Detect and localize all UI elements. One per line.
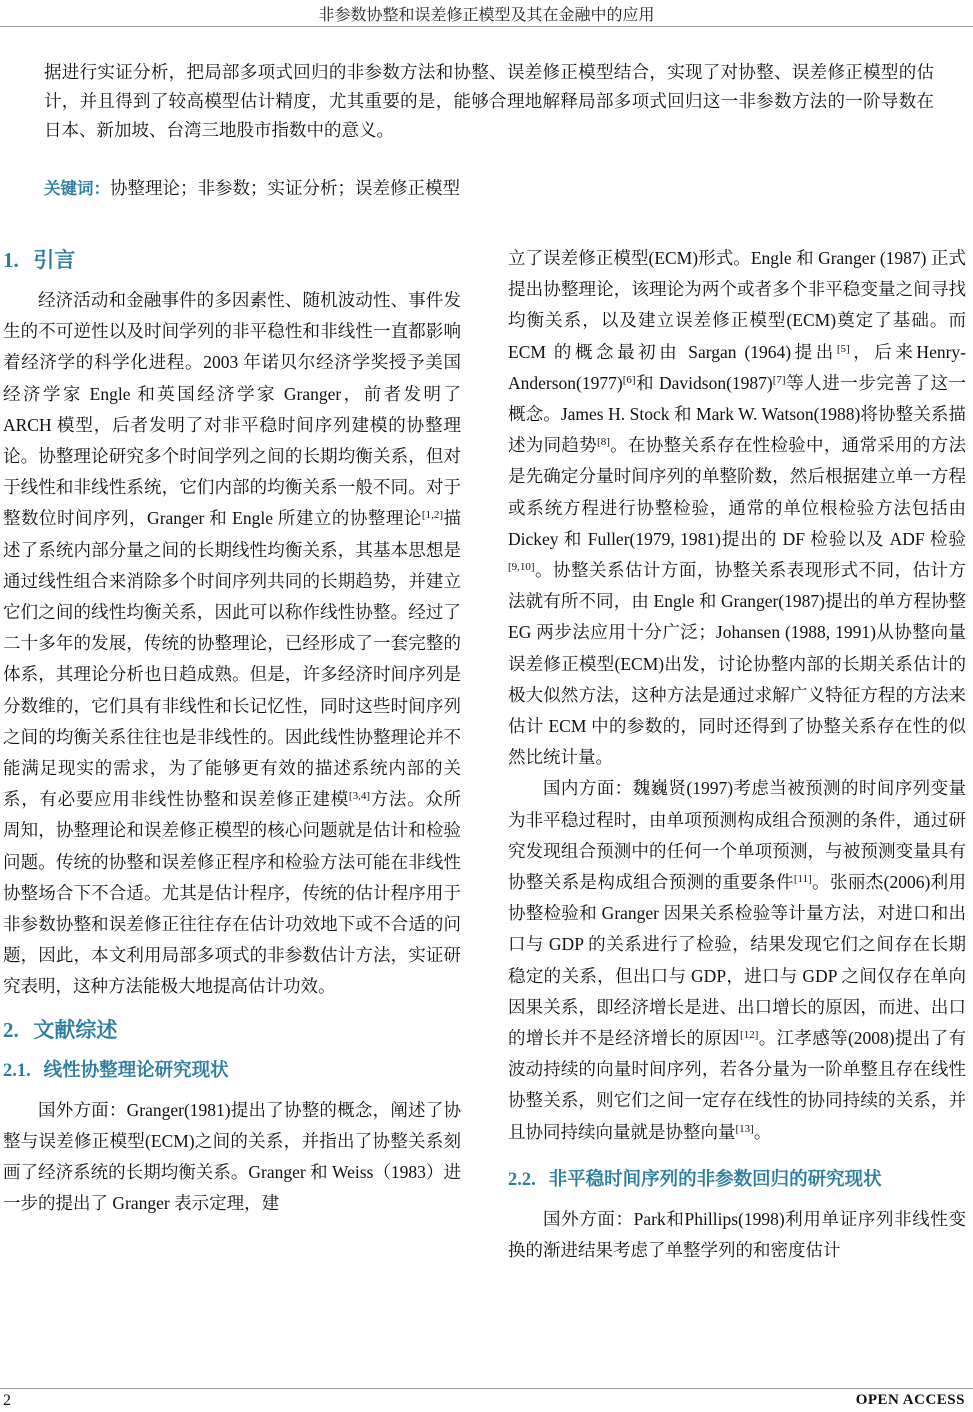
paragraph	[3, 285, 461, 1003]
citation[interactable]: [13]	[735, 1122, 754, 1135]
section-heading-introduction	[3, 243, 461, 277]
citation[interactable]: [5]	[836, 342, 850, 355]
section-number: 2.	[3, 1017, 19, 1042]
left-column	[3, 243, 461, 1219]
text-run: 。江孝感等(2008)提出了有波动持续的向量时间序列，若各分量为一阶单整且存在线性协整关系，则它们之间一定存在线性的协同持续的关系，并且协同持续向量就是协整向量	[508, 1028, 966, 1142]
keywords-label: 关键词：	[44, 179, 110, 198]
paragraph	[508, 243, 966, 773]
citation[interactable]: [1,2]	[421, 509, 443, 522]
text-run: ，后来Henry-Anderson(1977)	[508, 341, 966, 393]
right-column	[508, 243, 966, 1266]
keywords-text: 协整理论；非参数；实证分析；误差修正模型	[110, 178, 460, 198]
subsection-number: 2.1.	[3, 1060, 31, 1081]
text-run: 描述了系统内部分量之间的长期线性均衡关系，其基本思想是通过线性组合来消除多个时间序列共同的长期趋势，并建立它们之间的线性均衡关系，因此可以称作线性协整。经过了二十多年的发展，传统的协整理论，已经形成了一套完整的体系，其理论分析也日趋成熟。但是，许多经济时间序列是分数维的，它们具有非线性和长记忆性，同时这些时间序列之间的均衡关系往往也是非线性的。因此线性协整理论并不能满足现实的需求，为了能够更有效的描述系统内部的关系，有必要应用非线性协整和误差修正建模	[3, 508, 461, 810]
subsection-heading-nonparametric-regression	[508, 1164, 966, 1196]
subsection-title: 线性协整理论研究现状	[43, 1059, 229, 1081]
citation[interactable]: [9,10]	[508, 561, 535, 574]
abstract-text: 据进行实证分析，把局部多项式回归的非参数方法和协整、误差修正模型结合，实现了对协整、误差修正模型的估计，并且得到了较高模型估计精度，尤其重要的是，能够合理地解释局部多项式回归这一非参数方法的一阶导数在日本、新加坡、台湾三地股市指数中的意义。	[44, 62, 934, 140]
citation[interactable]: [7]	[772, 373, 786, 386]
section-number: 1.	[3, 248, 19, 272]
text-run: 和 Davidson(1987)	[635, 372, 773, 393]
text-run: 方法。众所周知，协整理论和误差修正模型的核心问题就是估计和检验问题。传统的协整和误差修正程序和检验方法可能在非线性协整场合下不合适。尤其是估计程序，传统的估计程序用于非参数协整和误差修正往往存在估计功效地下或不合适的问题，因此，本文利用局部多项式的非参数估计方法，实证研究表明，这种方法能极大地提高估计功效。	[3, 789, 462, 997]
text-run: 立了误差修正模型(ECM)形式。Engle 和 Granger (1987) 正式提出协整理论，该理论为两个或者多个非平稳变量之间寻找均衡关系，以及建立误差修正模型(ECM)奠定了基础。而 ECM 的概念最初由 Sargan (1964)提出	[508, 248, 966, 362]
header-rule	[0, 26, 973, 27]
text-run: 等人进一步完善了这一概念。James H. Stock 和 Mark W. Watson(1988)将协整关系描述为同趋势	[508, 372, 967, 456]
text-run: 。协整关系估计方面，协整关系表现形式不同，估计方法就有所不同，由 Engle 和 Granger(1987)提出的单方程协整 EG 两步法应用十分广泛；Johansen (1988, 1991)从协整向量误差修正模型(ECM)出发，讨论协整内部的长期关系估计的极大似然方法，这种方法是通过求解广义特征方程的方法来估计 ECM 中的参数的，同时还得到了协整关系存在性的似然比统计量。	[508, 560, 966, 768]
subsection-heading-linear-cointegration	[3, 1055, 461, 1087]
citation[interactable]: [6]	[622, 373, 636, 386]
citation[interactable]: [3,4]	[348, 790, 370, 803]
text-run: 。在协整关系存在性检验中，通常采用的方法是先确定分量时间序列的单整阶数，然后根据建立单一方程或系统方程进行协整检验，通常的单位根检验方法包括由 Dickey 和 Fuller(1979, 1981)提出的 DF 检验以及 ADF 检验	[508, 435, 967, 549]
paragraph	[508, 773, 966, 1147]
open-access-label: OPEN ACCESS	[855, 1392, 965, 1408]
page-number: 2	[3, 1392, 11, 1409]
section-title: 引言	[33, 248, 76, 272]
text-run: 。张丽杰(2006)利用协整检验和 Granger 因果关系检验等计量方法，对进口和出口与 GDP 的关系进行了检验，结果发现它们之间存在长期稳定的关系，但出口与 GDP，进口与 GDP 之间仅存在单向因果关系，即经济增长是进、出口增长的原因，而进、出口的增长并不是经济增长的原因	[508, 872, 966, 1049]
citation[interactable]: [12]	[740, 1029, 759, 1042]
section-heading-literature-review	[3, 1013, 461, 1047]
footer-rule	[0, 1388, 973, 1389]
keywords	[44, 174, 934, 203]
paragraph: 国外方面：Park和Phillips(1998)利用单证序列非线性变换的渐进结果考虑了单整学列的和密度估计	[508, 1208, 966, 1261]
citation[interactable]: [8]	[597, 436, 610, 449]
running-header: 非参数协整和误差修正模型及其在金融中的应用	[318, 7, 655, 24]
subsection-title: 非平稳时间序列的非参数回归的研究现状	[548, 1168, 882, 1190]
citation[interactable]: [11]	[793, 873, 812, 886]
subsection-number: 2.2.	[508, 1169, 536, 1190]
paragraph: 国外方面：Granger(1981)提出了协整的概念，阐述了协整与误差修正模型(ECM)之间的关系，并指出了协整关系刻画了经济系统的长期均衡关系。Granger 和 Weiss（1983）进一步的提出了 Granger 表示定理，建	[3, 1099, 461, 1214]
text-run: 经济活动和金融事件的多因素性、随机波动性、事件发生的不可逆性以及时间学列的非平稳性和非线性一直都影响着经济学的科学化进程。2003 年诺贝尔经济学奖授予美国经济学家 Engle 和英国经济学家 Granger，前者发明了 ARCH 模型，后者发明了对非平稳时间序列建模的协整理论。协整理论研究多个时间学列之间的长期均衡关系，但对于线性和非线性系统，它们内部的均衡关系一般不同。对于整数位时间序列，Granger 和 Engle 所建立的协整理论	[3, 290, 461, 529]
text-run: 。	[753, 1121, 772, 1142]
section-title: 文献综述	[33, 1017, 118, 1042]
text-run: 国内方面：魏巍贤(1997)考虑当被预测的时间序列变量为非平稳过程时，由单项预测构成组合预测的条件，通过研究发现组合预测中的任何一个单项预测，与被预测变量具有协整关系是构成组合预测的重要条件	[508, 778, 966, 893]
abstract	[44, 58, 934, 145]
